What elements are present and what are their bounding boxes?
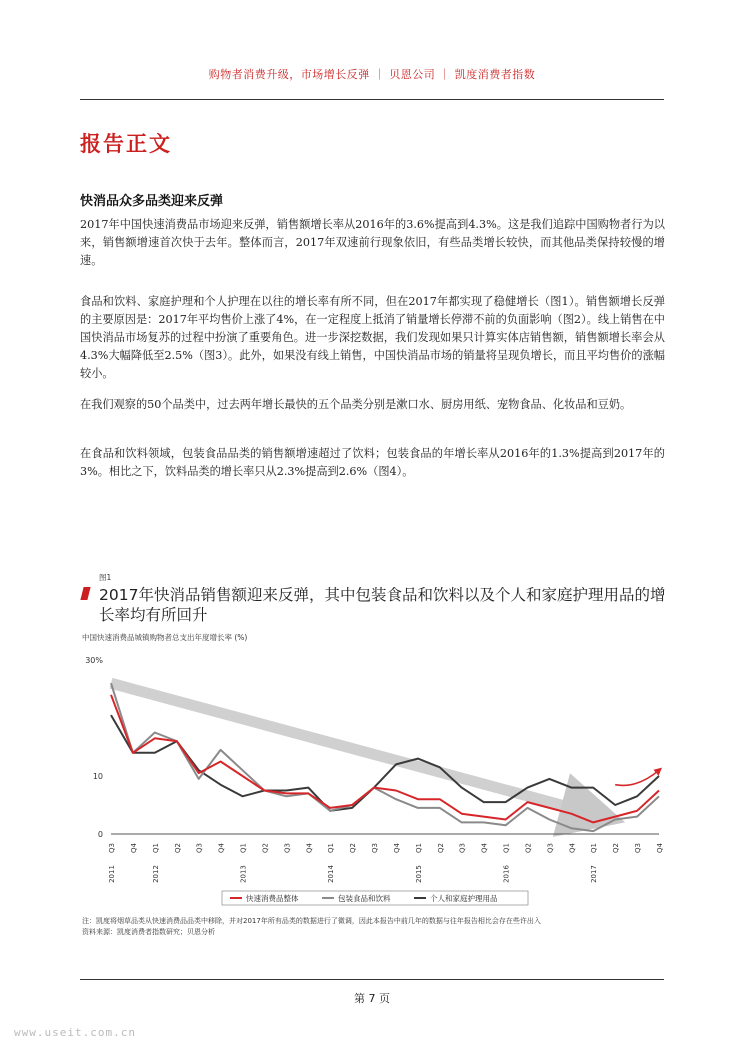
chart-y-axis-label: 中国快速消费品城镇购物者总支出年度增长率 (%): [82, 633, 248, 642]
x-tick-label: Q1: [502, 843, 511, 853]
x-tick-label: Q4: [305, 843, 314, 853]
legend-label: 个人和家庭护理用品: [430, 894, 498, 903]
x-tick-label: Q3: [546, 843, 555, 853]
x-year-label: 2012: [151, 865, 160, 883]
x-tick-label: Q1: [151, 843, 160, 853]
x-tick-label: Q4: [129, 843, 138, 853]
subsection-title: 快消品众多品类迎来反弹: [80, 194, 224, 209]
x-year-label: 2016: [502, 865, 511, 883]
y-tick-label: 10: [92, 772, 103, 781]
x-tick-label: Q4: [392, 843, 401, 853]
x-tick-label: Q3: [634, 843, 643, 853]
running-header: 购物者消费升级，市场增长反弹 ｜ 贝恩公司 ｜ 凯度消费者指数: [208, 68, 536, 81]
x-tick-label: Q2: [349, 843, 358, 853]
x-tick-label: Q3: [108, 843, 116, 853]
x-year-label: 2017: [590, 865, 599, 883]
chart-source: 资料来源：凯度消费者指数研究；贝恩分析: [82, 928, 215, 936]
x-tick-label: Q4: [217, 843, 226, 853]
legend-label: 快速消费品整体: [246, 894, 299, 903]
paragraph-3: 在我们观察的50个品类中，过去两年增长最快的五个品类分别是漱口水、厨房用纸、宠物食品、化妆品和豆奶。: [80, 398, 632, 411]
x-tick-label: Q3: [283, 843, 292, 853]
x-tick-label: Q4: [480, 843, 489, 853]
x-tick-label: Q2: [612, 843, 621, 853]
x-year-label: 2015: [414, 865, 423, 883]
section-title: 报告正文: [80, 132, 172, 156]
x-tick-label: Q2: [436, 843, 445, 853]
paragraph-2: 食品和饮料、家庭护理和个人护理在以往的增长率有所不同，但在2017年都实现了稳健增长（图1）。销售额增长反弹的主要原因是：2017年平均售价上涨了4%，在一定程度上抵消了销量增长停滞不前的负面影响（图2）。线上销售在中国快消品市场复苏的过程中扮演了重要角色。进一步深挖数据，我们发现如果只计算实体店销售额，销售额增长率会从4.3%大幅降低至2.5%（图3）。此外，如果没有线上销售，中国快消品市场的销量将呈现负增长，而且平均售价的涨幅较小。: [80, 295, 665, 380]
x-tick-label: Q3: [195, 843, 204, 853]
legend-label: 包装食品和饮料: [338, 894, 391, 903]
y-tick-label: 0: [97, 830, 103, 839]
x-tick-label: Q2: [524, 843, 533, 853]
x-tick-label: Q1: [414, 843, 423, 853]
watermark: www.useit.com.cn: [14, 1026, 136, 1039]
x-tick-label: Q3: [458, 843, 467, 853]
figure-title: 2017年快消品销售额迎来反弹，其中包装食品和饮料以及个人和家庭护理用品的增长率均有所回升: [99, 586, 666, 624]
x-tick-label: Q2: [173, 843, 182, 853]
x-year-label: 2013: [239, 865, 248, 883]
y-tick-label: 30%: [85, 656, 103, 665]
page-number: 第 7 页: [354, 992, 390, 1005]
footer-rule: [80, 979, 664, 980]
figure-label: 图1: [99, 573, 112, 582]
paragraph-1: 2017年中国快速消费品市场迎来反弹，销售额增长率从2016年的3.6%提高到4.3%。这是我们追踪中国购物者行为以来，销售额增速首次快于去年。整体而言，2017年双速前行现象依旧，有些品类增长较快，而其他品类保持较慢的增速。: [80, 218, 665, 267]
x-year-label: 2014: [327, 865, 336, 883]
x-tick-label: Q4: [568, 843, 577, 853]
x-year-label: 2011: [108, 865, 116, 883]
x-tick-label: Q4: [656, 843, 664, 853]
paragraph-4: 在食品和饮料领域，包装食品品类的销售额增速超过了饮料；包装食品的年增长率从2016年的1.3%提高到2017年的3%。相比之下，饮料品类的增长率只从2.3%提高到2.6%（图4）。: [80, 447, 665, 478]
chart-note: 注：凯度将烟草品类从快速消费品品类中移除，并对2017年所有品类的数据进行了微调，因此本报告中前几年的数据与往年报告相比会存在些许出入: [82, 917, 541, 925]
x-tick-label: Q2: [261, 843, 270, 853]
x-tick-label: Q1: [327, 843, 336, 853]
x-tick-label: Q1: [590, 843, 599, 853]
x-tick-label: Q1: [239, 843, 248, 853]
x-tick-label: Q3: [371, 843, 380, 853]
